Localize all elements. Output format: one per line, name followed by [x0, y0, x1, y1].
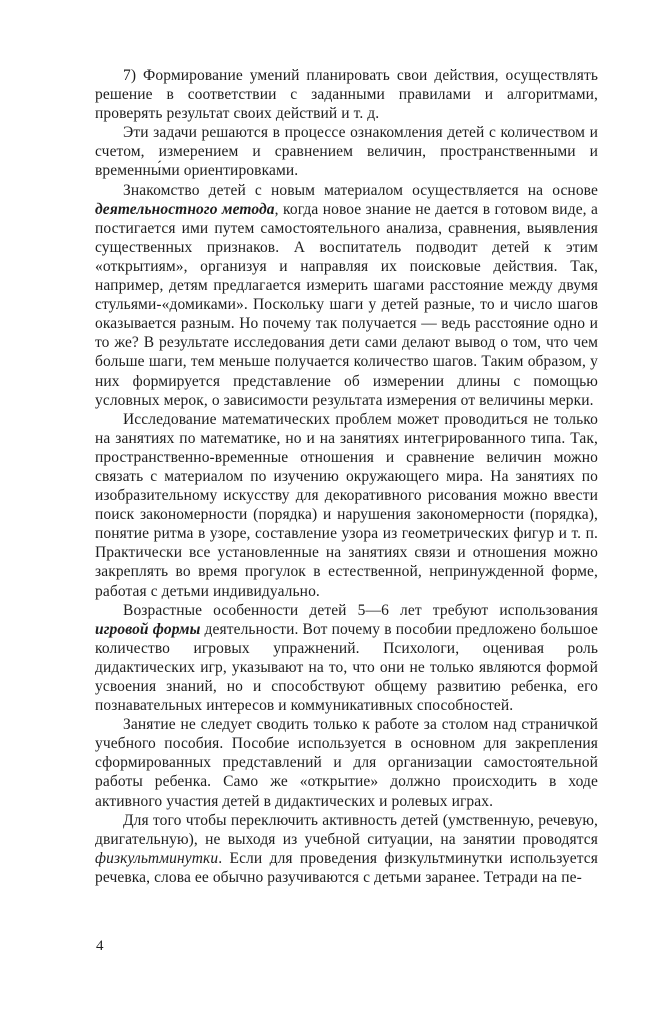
body-text: Занятие не следует сводить только к работе за столом над страничкой учебного пособия. Пособие используется в основном для закрепления сформированных представлений и для организации самостоятельной работы ребенка. Само же «открытие» должно происходить в ходе активного участия детей в дидактических и ролевых играх.	[95, 716, 598, 810]
paragraph	[95, 181, 598, 410]
page-number: 4	[96, 938, 104, 954]
text-block	[95, 66, 598, 887]
emphasis-text: игровой формы	[95, 620, 201, 638]
body-text: Возрастные особенности детей 5—6 лет требуют использования	[123, 601, 598, 619]
body-text: Эти задачи решаются в процессе ознакомления детей с количеством и счетом, измерением и сравнением величин, пространственными и временны́ми ориентировками.	[95, 124, 598, 180]
emphasis-text: физкультминутки	[95, 849, 219, 867]
body-text: Для того чтобы переключить активность детей (умственную, речевую, двигательную), не выходя из учебной ситуации, на занятии проводятся	[95, 811, 598, 848]
emphasis-text: деятельностного метода	[95, 200, 275, 218]
body-text: деятельности. Вот почему в пособии предложено большое количество игровых упражнений. Психологи, оценивая роль дидактических игр, указывают на то, что они не только являются формой усвоения знаний, но и способствуют общему развитию ребенка, его познавательных интересов и коммуникативных способностей.	[95, 620, 598, 715]
body-text: 7) Формирование умений планировать свои действия, осуществлять решение в соответствии с заданными правилами и алгоритмами, проверять результат своих действий и т. д.	[95, 67, 598, 123]
paragraph	[95, 123, 598, 180]
paragraph	[95, 811, 598, 887]
paragraph	[95, 66, 598, 123]
body-text: . Если для проведения физкультминутки используется речевка, слова ее обычно разучиваются с детьми заранее. Тетради на пе-	[95, 849, 598, 886]
paragraph	[95, 715, 598, 810]
body-text: , когда новое знание не дается в готовом виде, а постигается ими путем самостоятельного анализа, сравнения, выявления существенных признаков. А воспитатель подводит детей к этим «открытиям», организуя и направляя их поисковые действия. Так, например, детям предлагается измерить шагами расстояние между двумя стульями-«домиками». Поскольку шаги у детей разные, то и число шагов оказывается разным. Но почему так получается — ведь расстояние одно и то же? В результате исследования дети сами делают вывод о том, что чем больше шаги, тем меньше получается количество шагов. Таким образом, у них формируется представление об измерении длины с помощью условных мерок, о зависимости результата измерения от величины мерки.	[95, 200, 598, 409]
paragraph	[95, 601, 598, 716]
paragraph	[95, 410, 598, 601]
body-text: Знакомство детей с новым материалом осуществляется на основе	[123, 181, 598, 199]
body-text: Исследование математических проблем может проводиться не только на занятиях по математике, но и на занятиях интегрированного типа. Так, пространственно-временные отношения и сравнение величин можно связать с материалом по изучению окружающего мира. На занятиях по изобразительному искусству для декоративного рисования можно ввести поиск закономерности (порядка) и нарушения закономерности (порядка), понятие ритма в узоре, составление узора из геометрических фигур и т. п. Практически все установленные на занятиях связи и отношения можно закреплять во время прогулок в естественной, непринужденной форме, работая с детьми индивидуально.	[95, 410, 598, 600]
